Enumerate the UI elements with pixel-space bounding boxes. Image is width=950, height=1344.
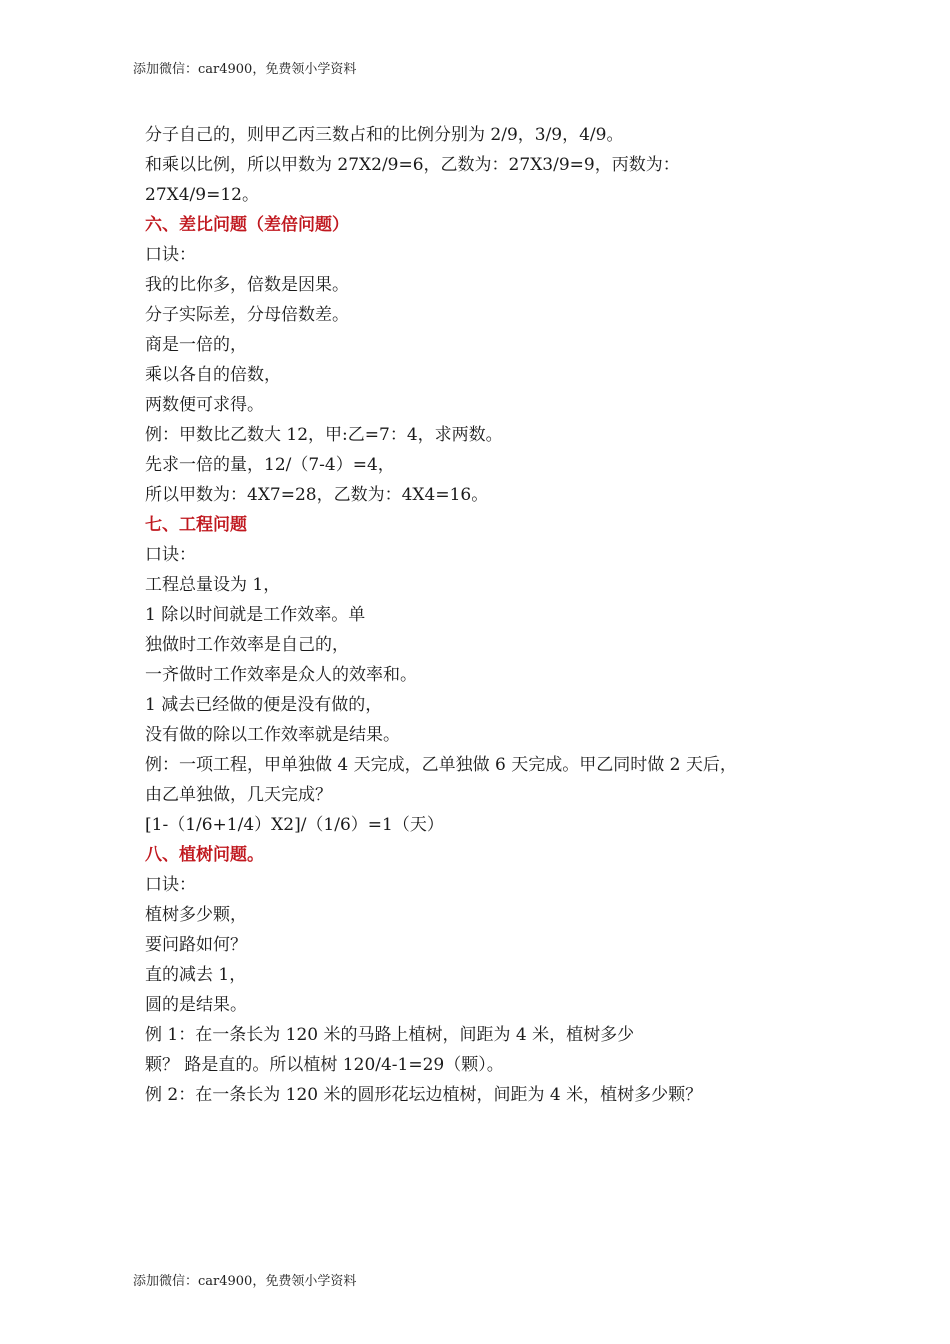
text-line: 所以甲数为：4X7=28，乙数为：4X4=16。 [145, 485, 489, 505]
text-line: 和乘以比例，所以甲数为 27X2/9=6，乙数为：27X3/9=9，丙数为： [145, 155, 680, 175]
section-heading-6: 六、差比问题（差倍问题） [145, 215, 349, 235]
text-line: 商是一倍的， [145, 335, 247, 355]
text-line: 一齐做时工作效率是众人的效率和。 [145, 665, 417, 685]
text-line: 1 除以时间就是工作效率。单 [145, 605, 366, 625]
text-line: 1 减去已经做的便是没有做的， [145, 695, 383, 715]
text-line: 先求一倍的量，12/（7-4）=4， [145, 455, 395, 475]
text-line: 口诀： [145, 875, 196, 895]
text-line: 独做时工作效率是自己的， [145, 635, 349, 655]
section-heading-7: 七、工程问题 [145, 515, 247, 535]
text-line: 我的比你多，倍数是因果。 [145, 275, 349, 295]
text-line: [1-（1/6+1/4）X2]/（1/6）=1（天） [145, 815, 444, 835]
document-body [145, 120, 845, 1110]
text-line: 要问路如何？ [145, 935, 247, 955]
page-footer: 添加微信：car4900，免费领小学资料 [133, 1274, 357, 1289]
text-line: 例：甲数比乙数大 12，甲:乙=7：4，求两数。 [145, 425, 503, 445]
page-header: 添加微信：car4900，免费领小学资料 [133, 62, 357, 77]
text-line: 植树多少颗， [145, 905, 247, 925]
text-line: 例：一项工程，甲单独做 4 天完成，乙单独做 6 天完成。甲乙同时做 2 天后， [145, 755, 737, 775]
text-line: 例 1：在一条长为 120 米的马路上植树，间距为 4 米，植树多少 [145, 1025, 635, 1045]
text-line: 口诀： [145, 545, 196, 565]
text-line: 工程总量设为 1， [145, 575, 281, 595]
text-line: 由乙单独做，几天完成？ [145, 785, 332, 805]
text-line: 颗？ 路是直的。所以植树 120/4-1=29（颗）。 [145, 1055, 504, 1075]
text-line: 乘以各自的倍数， [145, 365, 281, 385]
text-line: 圆的是结果。 [145, 995, 247, 1015]
text-line: 口诀： [145, 245, 196, 265]
text-line: 直的减去 1， [145, 965, 247, 985]
text-line: 没有做的除以工作效率就是结果。 [145, 725, 400, 745]
text-line: 例 2：在一条长为 120 米的圆形花坛边植树，间距为 4 米，植树多少颗？ [145, 1085, 703, 1105]
text-line: 分子实际差，分母倍数差。 [145, 305, 349, 325]
text-line: 分子自己的，则甲乙丙三数占和的比例分别为 2/9，3/9，4/9。 [145, 125, 624, 145]
text-line: 两数便可求得。 [145, 395, 264, 415]
section-heading-8: 八、植树问题。 [145, 845, 264, 865]
text-line: 27X4/9=12。 [145, 185, 259, 205]
